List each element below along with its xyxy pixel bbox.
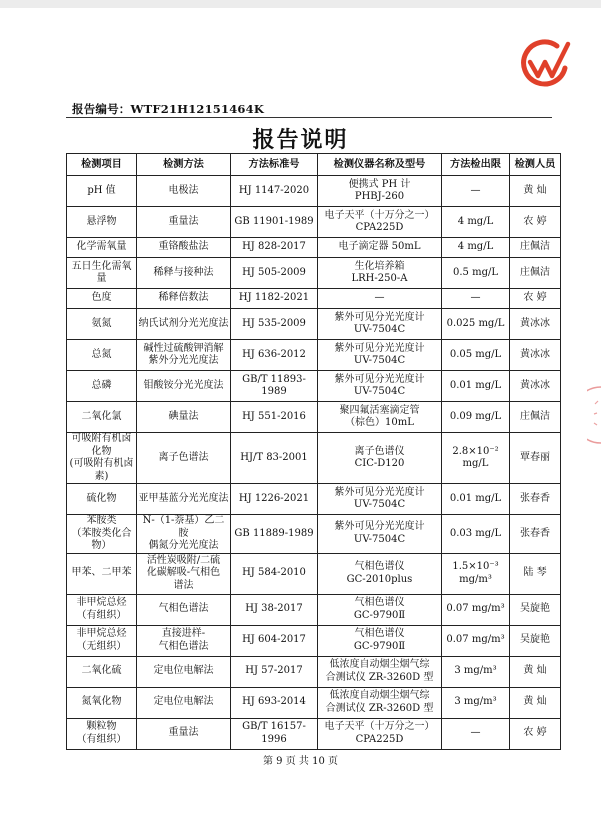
detection-table	[66, 153, 561, 750]
table-row	[67, 340, 561, 371]
cell-standard	[231, 515, 318, 554]
header-rule	[66, 117, 552, 118]
cell-person-text: 黄 灿	[523, 665, 547, 677]
cell-standard	[231, 625, 318, 656]
cell-person-text: 庄佩洁	[520, 410, 550, 422]
cell-item-text: 可吸附有机卤化物 (可吸附有机卤素)	[69, 433, 134, 482]
footer-prefix: 第	[262, 756, 273, 767]
table-header-row	[67, 154, 561, 176]
cell-limit	[442, 371, 510, 402]
cell-person-text: 黄 灿	[523, 184, 547, 196]
cell-limit	[442, 433, 510, 484]
cell-limit-text: 0.025 mg/L	[446, 317, 505, 329]
cell-item-text: 硫化物	[86, 492, 117, 504]
cell-method	[137, 238, 231, 258]
cell-person	[510, 625, 561, 656]
cell-standard-text: GB 11901-1989	[234, 215, 314, 227]
header-limit: 方法检出限	[442, 154, 510, 176]
cell-standard-text: HJ/T 83-2001	[240, 451, 308, 463]
cell-method	[137, 625, 231, 656]
cell-item	[67, 515, 137, 554]
cell-person	[510, 207, 561, 238]
cell-method-text: 重铬酸盐法	[158, 241, 209, 253]
cell-limit	[442, 402, 510, 433]
cell-standard-text: HJ 551-2016	[242, 410, 306, 422]
cell-item	[67, 433, 137, 484]
cell-instrument	[318, 258, 442, 289]
cell-instrument-text: 气相色谱仪 GC-9790Ⅱ	[353, 628, 406, 652]
cell-person-text: 农 婷	[523, 292, 547, 304]
footer-suffix: 页	[328, 756, 339, 767]
cell-limit	[442, 687, 510, 718]
cell-item	[67, 238, 137, 258]
cell-standard	[231, 207, 318, 238]
table-row	[67, 289, 561, 309]
cell-limit	[442, 258, 510, 289]
table-row	[67, 553, 561, 594]
cell-person-text: 农 婷	[523, 727, 547, 739]
cell-method	[137, 207, 231, 238]
header-method: 检测方法	[137, 154, 231, 176]
table-row	[67, 207, 561, 238]
cell-item	[67, 371, 137, 402]
cell-standard-text: HJ 693-2014	[242, 696, 306, 708]
cell-method-text: 稀释与接种法	[153, 266, 214, 278]
cell-standard-text: HJ 604-2017	[242, 634, 306, 646]
cell-item-text: 悬浮物	[86, 215, 117, 227]
table-row	[67, 433, 561, 484]
cell-item	[67, 340, 137, 371]
cell-standard	[231, 371, 318, 402]
cell-instrument	[318, 515, 442, 554]
table-row	[67, 309, 561, 340]
cell-limit	[442, 718, 510, 749]
company-logo-icon	[517, 38, 573, 90]
cell-method-text: N-（1-萘基）乙二胺 偶氮分光光度法	[142, 515, 225, 551]
cell-person	[510, 553, 561, 594]
header-person: 检测人员	[510, 154, 561, 176]
cell-instrument	[318, 656, 442, 687]
cell-instrument	[318, 176, 442, 207]
cell-item-text: 氨氮	[91, 317, 112, 329]
cell-limit	[442, 176, 510, 207]
cell-limit-text: 0.5 mg/L	[453, 266, 498, 278]
cell-method-text: 定电位电解法	[153, 665, 214, 677]
cell-item	[67, 594, 137, 625]
cell-person-text: 黄冰冰	[520, 317, 550, 329]
cell-standard	[231, 687, 318, 718]
cell-limit-text: 0.01 mg/L	[449, 492, 502, 504]
cell-limit	[442, 625, 510, 656]
cell-standard	[231, 176, 318, 207]
cell-instrument-text: 低浓度自动烟尘烟气综 合测试仪 ZR-3260D 型	[325, 659, 434, 683]
cell-item-text: 总氮	[91, 348, 112, 360]
cell-limit-text: —	[470, 184, 481, 196]
cell-standard-text: HJ 1147-2020	[238, 184, 310, 196]
header-standard: 方法标准号	[231, 154, 318, 176]
cell-standard-text: GB/T 16157-1996	[242, 721, 306, 745]
cell-limit	[442, 238, 510, 258]
cell-item-text: 非甲烷总烃 （有组织）	[76, 597, 127, 621]
cell-method	[137, 371, 231, 402]
cell-method-text: 钼酸铵分光光度法	[143, 379, 224, 391]
cell-item-text: pH 值	[87, 184, 116, 196]
cell-person	[510, 484, 561, 515]
cell-person	[510, 258, 561, 289]
cell-limit-text: 3 mg/m³	[454, 665, 497, 677]
cell-instrument-text: 电子天平（十万分之一） CPA225D	[324, 209, 435, 233]
cell-standard	[231, 553, 318, 594]
cell-instrument-text: 电子天平（十万分之一） CPA225D	[324, 721, 435, 745]
cell-method-text: 碘量法	[168, 410, 199, 422]
cell-limit	[442, 594, 510, 625]
cell-standard-text: HJ 535-2009	[242, 317, 306, 329]
cell-person	[510, 718, 561, 749]
cell-standard-text: HJ 636-2012	[242, 348, 306, 360]
cell-person	[510, 687, 561, 718]
table-row	[67, 484, 561, 515]
cell-item	[67, 258, 137, 289]
cell-item	[67, 207, 137, 238]
cell-item-text: 氮氧化物	[81, 696, 122, 708]
cell-method-text: 直接进样- 气相色谱法	[158, 628, 209, 652]
table-row	[67, 402, 561, 433]
page-footer	[0, 752, 601, 767]
cell-standard-text: HJ 584-2010	[242, 567, 306, 579]
cell-limit	[442, 309, 510, 340]
cell-instrument	[318, 309, 442, 340]
cell-standard	[231, 594, 318, 625]
cell-person	[510, 176, 561, 207]
cell-person-text: 庄佩洁	[520, 266, 550, 278]
cell-person	[510, 309, 561, 340]
cell-limit-text: 0.01 mg/L	[449, 379, 502, 391]
cell-person	[510, 594, 561, 625]
cell-instrument	[318, 594, 442, 625]
cell-instrument	[318, 484, 442, 515]
cell-standard-text: GB 11889-1989	[234, 527, 314, 539]
cell-limit-text: 0.05 mg/L	[449, 348, 502, 360]
cell-person-text: 黄 灿	[523, 696, 547, 708]
cell-person-text: 张春香	[520, 527, 550, 539]
cell-method-text: 纳氏试剂分光光度法	[138, 317, 229, 329]
cell-person-text: 吴旋艳	[520, 603, 550, 615]
cell-limit-text: 0.07 mg/m³	[446, 603, 505, 615]
table-row	[67, 594, 561, 625]
cell-person	[510, 402, 561, 433]
cell-limit	[442, 553, 510, 594]
cell-item	[67, 656, 137, 687]
cell-item-text: 五日生化需氧量	[71, 260, 132, 284]
cell-item	[67, 176, 137, 207]
footer-page: 9	[276, 756, 283, 767]
cell-standard	[231, 484, 318, 515]
cell-instrument-text: 聚四氟活塞滴定管 （棕色）10mL	[339, 404, 420, 428]
cell-standard	[231, 718, 318, 749]
cell-person	[510, 340, 561, 371]
cell-instrument-text: 低浓度自动烟尘烟气综 合测试仪 ZR-3260D 型	[325, 690, 434, 714]
cell-method	[137, 289, 231, 309]
cell-item-text: 总磷	[91, 379, 112, 391]
cell-instrument-text: 气相色谱仪 GC-2010plus	[346, 561, 413, 585]
cell-instrument	[318, 718, 442, 749]
cell-limit-text: 0.09 mg/L	[449, 410, 502, 422]
cell-standard-text: HJ 57-2017	[245, 665, 303, 677]
cell-item	[67, 625, 137, 656]
cell-instrument-text: 离子色谱仪 CIC-D120	[354, 445, 405, 469]
cell-method-text: 气相色谱法	[158, 603, 209, 615]
cell-instrument	[318, 238, 442, 258]
table-row	[67, 656, 561, 687]
cell-method	[137, 656, 231, 687]
cell-item	[67, 309, 137, 340]
cell-person	[510, 433, 561, 484]
cell-method	[137, 309, 231, 340]
cell-person-text: 陆 琴	[523, 567, 547, 579]
cell-instrument	[318, 402, 442, 433]
cell-method	[137, 687, 231, 718]
cell-limit	[442, 289, 510, 309]
cell-item	[67, 553, 137, 594]
cell-instrument	[318, 371, 442, 402]
cell-standard-text: HJ 828-2017	[242, 241, 306, 253]
seal-edge-icon	[587, 385, 601, 445]
cell-instrument-text: 便携式 PH 计 PHBJ-260	[348, 178, 411, 202]
cell-limit	[442, 484, 510, 515]
cell-standard-text: HJ 505-2009	[242, 266, 306, 278]
report-number	[72, 101, 264, 117]
cell-method-text: 电极法	[168, 184, 199, 196]
cell-instrument-text: 电子滴定器 50mL	[338, 241, 421, 253]
cell-person	[510, 371, 561, 402]
cell-standard-text: GB/T 11893-1989	[242, 373, 306, 397]
cell-person	[510, 656, 561, 687]
cell-instrument	[318, 687, 442, 718]
cell-instrument-text: 紫外可见分光光度计 UV-7504C	[334, 311, 425, 335]
cell-standard-text: HJ 38-2017	[245, 603, 303, 615]
cell-item-text: 二氧化氯	[81, 410, 122, 422]
cell-instrument-text: 紫外可见分光光度计 UV-7504C	[334, 521, 425, 545]
cell-limit	[442, 656, 510, 687]
cell-standard	[231, 309, 318, 340]
cell-method	[137, 258, 231, 289]
table-row	[67, 718, 561, 749]
cell-instrument	[318, 207, 442, 238]
cell-item	[67, 718, 137, 749]
cell-item-text: 二氧化硫	[81, 665, 122, 677]
cell-item	[67, 687, 137, 718]
cell-instrument-text: 生化培养箱 LRH-250-A	[351, 260, 408, 284]
cell-item-text: 苯胺类 （苯胺类化合物）	[71, 515, 132, 551]
cell-person-text: 黄冰冰	[520, 379, 550, 391]
cell-method-text: 重量法	[168, 215, 199, 227]
header-instrument: 检测仪器名称及型号	[318, 154, 442, 176]
cell-method-text: 亚甲基蓝分光光度法	[138, 492, 229, 504]
table-row	[67, 238, 561, 258]
cell-limit	[442, 207, 510, 238]
cell-instrument-text: —	[374, 292, 385, 304]
cell-limit-text: —	[470, 727, 481, 739]
cell-person	[510, 289, 561, 309]
table-body	[67, 176, 561, 750]
cell-item	[67, 484, 137, 515]
cell-limit-text: —	[470, 292, 481, 304]
table-row	[67, 371, 561, 402]
report-number-value: WTF21H12151464K	[130, 102, 265, 116]
cell-item-text: 甲苯、二甲苯	[71, 567, 132, 579]
cell-standard	[231, 340, 318, 371]
table-row	[67, 176, 561, 207]
table-row	[67, 515, 561, 554]
cell-person-text: 黄冰冰	[520, 348, 550, 360]
cell-method	[137, 433, 231, 484]
page-top-edge	[0, 0, 601, 8]
cell-method-text: 离子色谱法	[158, 451, 209, 463]
cell-person-text: 庄佩洁	[520, 241, 550, 253]
cell-instrument-text: 紫外可见分光光度计 UV-7504C	[334, 486, 425, 510]
cell-instrument-text: 紫外可见分光光度计 UV-7504C	[334, 342, 425, 366]
cell-standard	[231, 433, 318, 484]
cell-instrument	[318, 340, 442, 371]
footer-middle: 页 共	[285, 756, 309, 767]
cell-standard	[231, 289, 318, 309]
cell-instrument	[318, 625, 442, 656]
cell-method	[137, 718, 231, 749]
cell-method-text: 定电位电解法	[153, 696, 214, 708]
cell-item-text: 颗粒物 （有组织）	[76, 721, 127, 745]
cell-method-text: 活性炭吸附/二硫 化碳解吸-气相色 谱法	[146, 554, 221, 591]
cell-standard-text: HJ 1226-2021	[238, 492, 310, 504]
cell-limit-text: 4 mg/L	[457, 215, 494, 227]
cell-instrument-text: 紫外可见分光光度计 UV-7504C	[334, 373, 425, 397]
cell-method	[137, 594, 231, 625]
cell-person	[510, 238, 561, 258]
cell-standard	[231, 402, 318, 433]
cell-method	[137, 340, 231, 371]
cell-item	[67, 289, 137, 309]
cell-limit-text: 2.8×10⁻² mg/L	[452, 445, 499, 469]
cell-person	[510, 515, 561, 554]
cell-limit-text: 3 mg/m³	[454, 696, 497, 708]
cell-item-text: 非甲烷总烃 （无组织）	[76, 628, 127, 652]
cell-person-text: 吴旋艳	[520, 634, 550, 646]
cell-method-text: 重量法	[168, 727, 199, 739]
page-title: 报告说明	[252, 127, 349, 153]
footer-total: 10	[312, 756, 325, 767]
cell-limit	[442, 340, 510, 371]
report-number-label: 报告编号：	[72, 102, 131, 116]
cell-instrument-text: 气相色谱仪 GC-9790Ⅱ	[353, 597, 406, 621]
cell-item-text: 色度	[91, 292, 112, 304]
cell-instrument	[318, 433, 442, 484]
cell-instrument	[318, 289, 442, 309]
cell-standard	[231, 258, 318, 289]
cell-item	[67, 402, 137, 433]
cell-limit	[442, 515, 510, 554]
cell-limit-text: 4 mg/L	[457, 241, 494, 253]
table-row	[67, 625, 561, 656]
table-row	[67, 687, 561, 718]
cell-method	[137, 176, 231, 207]
cell-limit-text: 0.07 mg/m³	[446, 634, 505, 646]
cell-limit-text: 1.5×10⁻³ mg/m³	[452, 561, 499, 585]
cell-person-text: 张春香	[520, 492, 550, 504]
cell-limit-text: 0.03 mg/L	[449, 527, 502, 539]
cell-method	[137, 402, 231, 433]
cell-standard	[231, 656, 318, 687]
cell-method	[137, 484, 231, 515]
cell-person-text: 农 婷	[523, 215, 547, 227]
cell-instrument	[318, 553, 442, 594]
cell-item-text: 化学需氧量	[76, 241, 127, 253]
cell-person-text: 覃春丽	[520, 451, 550, 463]
header-item: 检测项目	[67, 154, 137, 176]
cell-standard-text: HJ 1182-2021	[238, 292, 310, 304]
cell-method-text: 碱性过硫酸钾消解 紫外分光光度法	[143, 342, 224, 366]
cell-method	[137, 553, 231, 594]
cell-method	[137, 515, 231, 554]
table-row	[67, 258, 561, 289]
cell-method-text: 稀释倍数法	[158, 292, 209, 304]
cell-standard	[231, 238, 318, 258]
